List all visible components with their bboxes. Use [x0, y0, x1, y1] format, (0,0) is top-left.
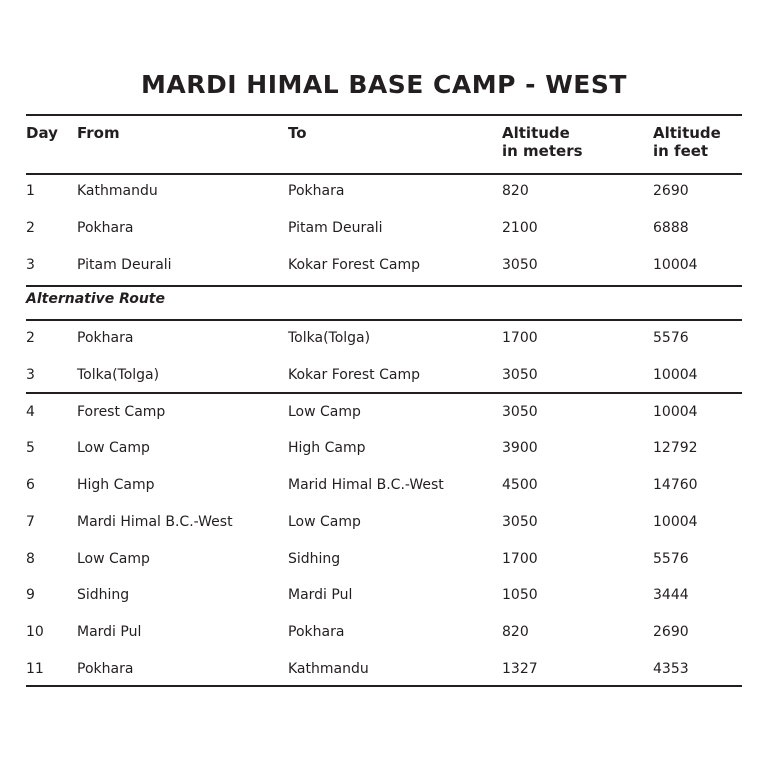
cell-to: Mardi Pul: [288, 587, 353, 603]
cell-to: Pitam Deurali: [288, 220, 383, 236]
cell-from: Tolka(Tolga): [77, 367, 160, 383]
table-row: [26, 473, 742, 497]
header-altitude-feet: [653, 124, 721, 160]
alternative-route-label: Alternative Route: [26, 291, 165, 307]
cell-day: 2: [26, 330, 35, 346]
cell-altitude-feet: 4353: [653, 661, 689, 677]
cell-altitude-feet: 14760: [653, 477, 698, 493]
cell-altitude-meters: 3900: [502, 440, 538, 456]
cell-altitude-meters: 820: [502, 624, 529, 640]
cell-to: Low Camp: [288, 404, 361, 420]
cell-altitude-meters: 3050: [502, 404, 538, 420]
table-row: [26, 510, 742, 534]
cell-day: 11: [26, 661, 44, 677]
cell-altitude-meters: 3050: [502, 367, 538, 383]
cell-altitude-feet: 6888: [653, 220, 689, 236]
header-from: From: [77, 124, 120, 142]
table-bottom-rule: [26, 685, 742, 687]
table-row: [26, 363, 742, 387]
cell-altitude-meters: 820: [502, 183, 529, 199]
cell-altitude-feet: 5576: [653, 330, 689, 346]
alternative-bottom-rule: [26, 319, 742, 321]
cell-from: Pokhara: [77, 220, 134, 236]
header-altitude-feet-line1: Altitude: [653, 124, 721, 142]
table-top-rule: [26, 114, 742, 116]
alternative-top-rule: [26, 285, 742, 287]
cell-altitude-meters: 1700: [502, 330, 538, 346]
cell-altitude-feet: 10004: [653, 404, 698, 420]
cell-to: Marid Himal B.C.-West: [288, 477, 444, 493]
cell-from: Mardi Himal B.C.-West: [77, 514, 233, 530]
cell-altitude-meters: 3050: [502, 257, 538, 273]
cell-day: 10: [26, 624, 44, 640]
cell-from: Pokhara: [77, 330, 134, 346]
cell-to: Sidhing: [288, 551, 341, 567]
cell-day: 1: [26, 183, 35, 199]
cell-from: Sidhing: [77, 587, 130, 603]
cell-to: Kokar Forest Camp: [288, 367, 420, 383]
cell-to: Kokar Forest Camp: [288, 257, 420, 273]
cell-from: Pokhara: [77, 661, 134, 677]
alternative-end-rule: [26, 392, 742, 394]
cell-day: 3: [26, 367, 35, 383]
header-altitude-meters-line1: Altitude: [502, 124, 570, 142]
header-to: To: [288, 124, 307, 142]
header-bottom-rule: [26, 173, 742, 175]
header-altitude-meters-line2: in meters: [502, 142, 583, 160]
cell-altitude-meters: 1700: [502, 551, 538, 567]
cell-from: Forest Camp: [77, 404, 166, 420]
table-row: [26, 657, 742, 681]
table-row: [26, 583, 742, 607]
header-altitude-feet-line2: in feet: [653, 142, 709, 160]
cell-altitude-feet: 2690: [653, 624, 689, 640]
cell-altitude-meters: 2100: [502, 220, 538, 236]
cell-from: Kathmandu: [77, 183, 158, 199]
cell-day: 8: [26, 551, 35, 567]
cell-altitude-feet: 10004: [653, 514, 698, 530]
cell-from: Low Camp: [77, 551, 150, 567]
cell-day: 3: [26, 257, 35, 273]
cell-day: 9: [26, 587, 35, 603]
cell-from: Mardi Pul: [77, 624, 142, 640]
table-row: [26, 620, 742, 644]
cell-altitude-feet: 2690: [653, 183, 689, 199]
table-row: [26, 436, 742, 460]
table-row: [26, 216, 742, 240]
cell-to: Tolka(Tolga): [288, 330, 371, 346]
cell-from: High Camp: [77, 477, 155, 493]
page-title: MARDI HIMAL BASE CAMP - WEST: [141, 70, 627, 99]
cell-day: 7: [26, 514, 35, 530]
table-row: [26, 326, 742, 350]
cell-day: 5: [26, 440, 35, 456]
cell-altitude-feet: 10004: [653, 257, 698, 273]
header-altitude-meters: [502, 124, 583, 160]
cell-day: 6: [26, 477, 35, 493]
cell-altitude-meters: 4500: [502, 477, 538, 493]
table-row: [26, 253, 742, 277]
cell-day: 4: [26, 404, 35, 420]
table-row: [26, 179, 742, 203]
cell-altitude-feet: 3444: [653, 587, 689, 603]
cell-altitude-feet: 10004: [653, 367, 698, 383]
cell-to: Pokhara: [288, 183, 345, 199]
cell-altitude-feet: 5576: [653, 551, 689, 567]
header-day: Day: [26, 124, 58, 142]
table-row: [26, 400, 742, 424]
cell-to: Kathmandu: [288, 661, 369, 677]
cell-altitude-meters: 3050: [502, 514, 538, 530]
cell-to: High Camp: [288, 440, 366, 456]
cell-altitude-meters: 1327: [502, 661, 538, 677]
table-row: [26, 547, 742, 571]
cell-to: Pokhara: [288, 624, 345, 640]
cell-from: Low Camp: [77, 440, 150, 456]
cell-altitude-feet: 12792: [653, 440, 698, 456]
cell-day: 2: [26, 220, 35, 236]
cell-from: Pitam Deurali: [77, 257, 172, 273]
cell-to: Low Camp: [288, 514, 361, 530]
cell-altitude-meters: 1050: [502, 587, 538, 603]
